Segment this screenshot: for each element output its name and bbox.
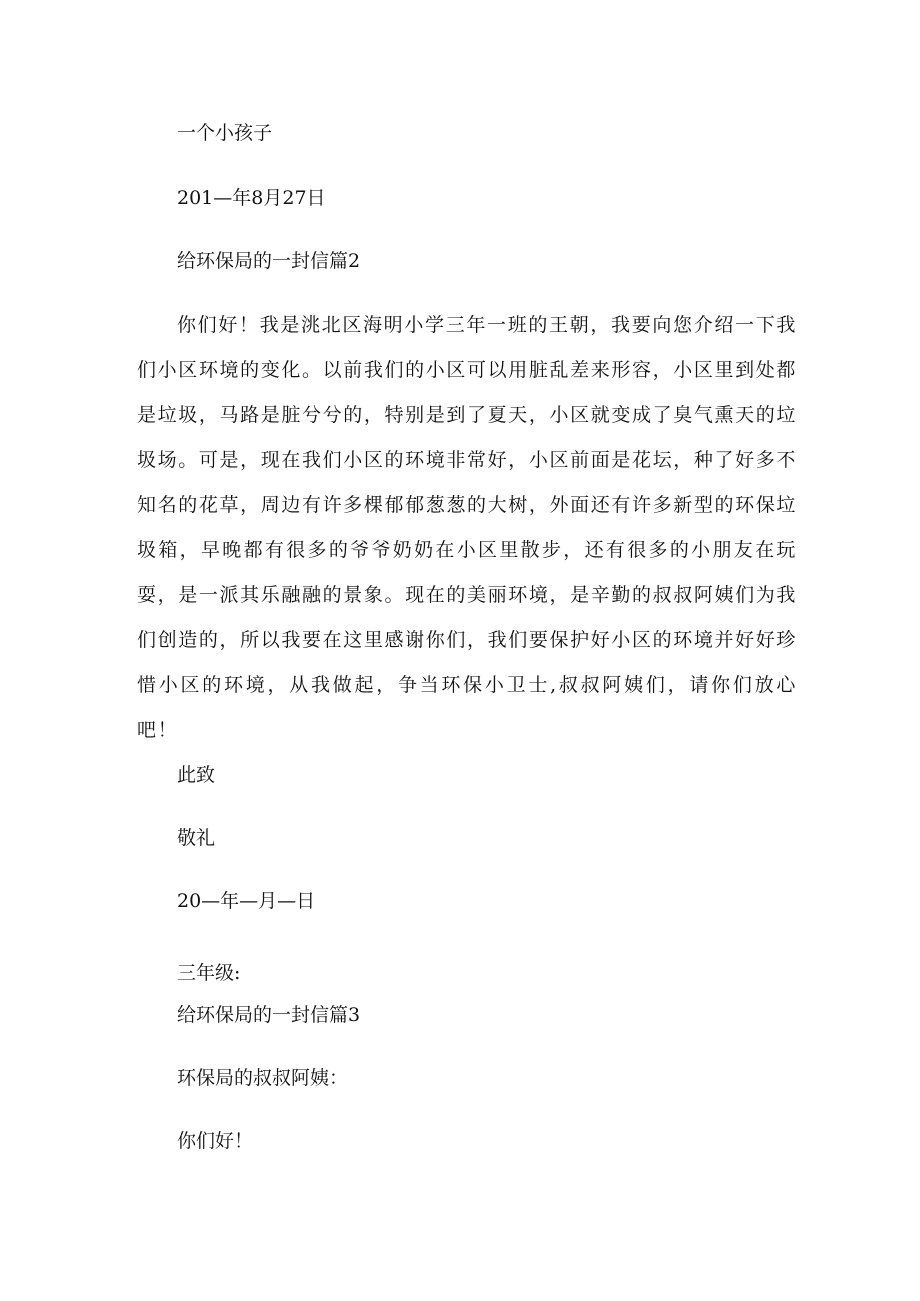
letter-body-paragraph: 你们好！我是洮北区海明小学三年一班的王朝，我要向您介绍一下我们小区环境的变化。以前我们的小区可以用脏乱差来形容，小区里到处都是垃圾，马路是脏兮兮的，特别是到了夏天，小区就变成了臭气熏天的垃圾场。可是，现在我们小区的环境非常好，小区前面是花坛，种了好多不知名的花草，周边有许多棵郁郁葱葱的大树，外面还有许多新型的环保垃圾箱，早晚都有很多的爷爷奶奶在小区里散步，还有很多的小朋友在玩耍，是一派其乐融融的景象。现在的美丽环境，是辛勤的叔叔阿姨们为我们创造的，所以我要在这里感谢你们，我们要保护好小区的环境并好好珍惜小区的环境，从我做起，争当环保小卫士,叔叔阿姨们，请你们放心吧！: [137, 314, 797, 741]
closing-regards: 敬礼: [177, 827, 216, 849]
greeting-line: 你们好！: [177, 1130, 254, 1152]
grade-line: 三年级:: [177, 962, 241, 984]
closing-line: 此致: [177, 764, 216, 786]
signature-line: 一个小孩子: [177, 122, 273, 144]
date-line: 20—年—月—日: [177, 890, 316, 912]
salutation-line: 环保局的叔叔阿姨：: [177, 1067, 349, 1089]
letter-heading: 给环保局的一封信篇2: [177, 250, 361, 272]
date-line: 201—年8月27日: [177, 187, 326, 209]
letter-heading: 给环保局的一封信篇3: [177, 1004, 361, 1026]
